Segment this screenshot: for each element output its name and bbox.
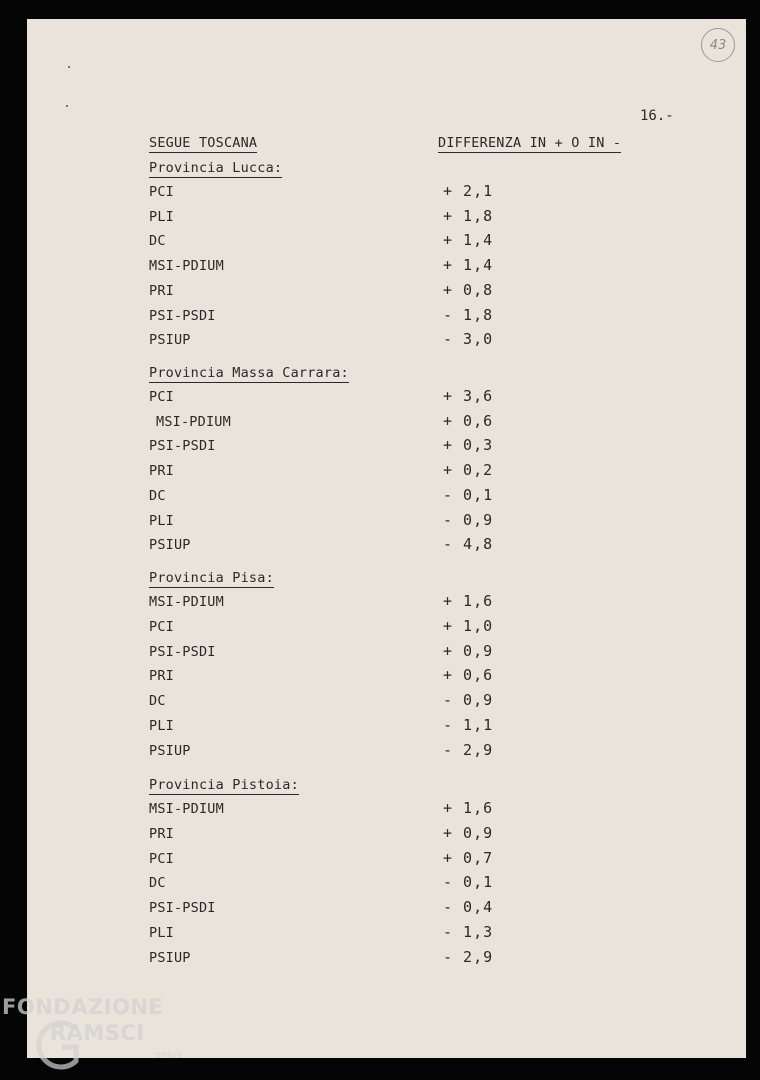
difference-value: + 0,9: [443, 641, 494, 660]
party-label: MSI-PDIUM: [149, 594, 224, 610]
party-label: PCI: [149, 389, 174, 405]
difference-value: + 0,3: [443, 436, 494, 455]
difference-value: + 1,6: [443, 799, 494, 817]
party-label: MSI-PDIUM: [149, 258, 224, 275]
difference-value: + 2,1: [443, 182, 494, 200]
difference-value: + 1,6: [443, 592, 494, 610]
difference-value: - 0,9: [443, 691, 494, 710]
difference-value: - 0,4: [443, 898, 494, 917]
section-title: Provincia Lucca:: [149, 160, 283, 176]
party-label: DC: [149, 487, 166, 504]
party-label: PSI-PSDI: [149, 643, 216, 660]
difference-value: + 0,8: [443, 280, 494, 299]
page-number: 16.-: [640, 108, 674, 124]
difference-value: - 3,0: [443, 330, 494, 349]
party-label: PCI: [149, 184, 174, 200]
section-title: Provincia Massa Carrara:: [149, 365, 349, 381]
party-label: PSI-PSDI: [149, 438, 216, 455]
party-label: DC: [149, 693, 166, 710]
header-right: DIFFERENZA IN + O IN -: [438, 135, 622, 151]
difference-value: + 3,6: [443, 387, 494, 405]
difference-value: + 1,0: [443, 616, 494, 635]
party-label: PSI-PSDI: [149, 307, 216, 324]
party-label: PSIUP: [149, 949, 191, 966]
party-label: PSIUP: [149, 742, 191, 759]
party-label: MSI-PDIUM: [149, 801, 224, 817]
difference-value: + 0,2: [443, 461, 494, 480]
section-title: Provincia Pistoia:: [149, 777, 299, 793]
party-label: DC: [149, 233, 166, 250]
difference-value: + 0,7: [443, 848, 494, 867]
paper-speck: [66, 105, 68, 107]
party-label: PSI-PSDI: [149, 900, 216, 917]
fondazione-gramsci-logo: FONDAZIONE RAMSCI onlus: [2, 995, 192, 1075]
party-label: PCI: [149, 850, 174, 867]
section-title: Provincia Pisa:: [149, 570, 274, 586]
party-label: PRI: [149, 463, 174, 480]
party-label: PLI: [149, 512, 174, 529]
party-label: PLI: [149, 718, 174, 734]
difference-value: + 0,9: [443, 823, 494, 842]
document-page: [27, 19, 746, 1058]
party-label: MSI-PDIUM: [156, 413, 231, 430]
difference-value: - 2,9: [443, 740, 494, 759]
party-label: PRI: [149, 825, 174, 842]
paper-speck: [68, 66, 70, 68]
difference-value: - 1,1: [443, 716, 494, 734]
difference-value: + 0,6: [443, 666, 494, 685]
party-label: PCI: [149, 618, 174, 635]
difference-value: + 0,6: [443, 411, 494, 430]
party-label: PSIUP: [149, 332, 191, 349]
party-label: PLI: [149, 208, 174, 225]
difference-value: - 0,9: [443, 510, 494, 529]
header-left: SEGUE TOSCANA: [149, 135, 258, 151]
difference-value: - 1,3: [443, 923, 494, 941]
party-label: PLI: [149, 925, 174, 941]
archive-stamp: 43: [701, 28, 735, 62]
difference-value: - 0,1: [443, 485, 494, 504]
party-label: PSIUP: [149, 537, 191, 554]
difference-value: + 1,8: [443, 206, 494, 225]
difference-value: - 4,8: [443, 535, 494, 554]
party-label: PRI: [149, 282, 174, 299]
difference-value: - 1,8: [443, 305, 494, 324]
difference-value: - 2,9: [443, 947, 494, 966]
difference-value: + 1,4: [443, 256, 494, 275]
difference-value: + 1,4: [443, 231, 494, 250]
party-label: PRI: [149, 668, 174, 685]
party-label: DC: [149, 875, 166, 892]
difference-value: - 0,1: [443, 873, 494, 892]
